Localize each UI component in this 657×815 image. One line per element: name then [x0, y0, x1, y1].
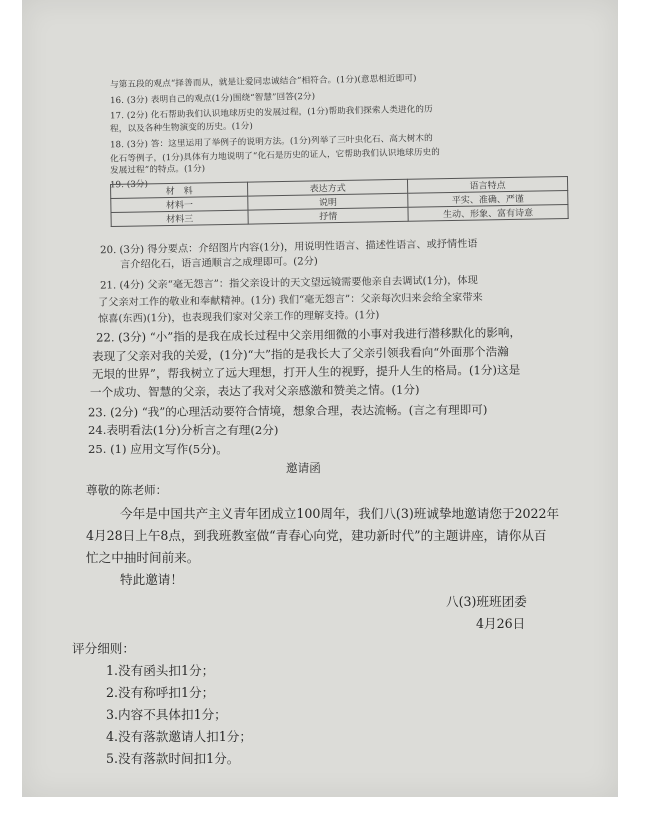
scoring-item: 5.没有落款时间扣1分。 [106, 751, 240, 766]
table-cell: 抒情 [248, 207, 408, 224]
answer-line: 了父亲对工作的敬业和奉献精神。(1分) 我们“毫无怨言”：父亲每次归来会给全家带来 [97, 292, 483, 309]
table-cell: 平实、准确、严谨 [408, 191, 568, 208]
table-cell: 材料一 [111, 196, 248, 212]
answer-line: 惊喜(东西)(1分)，也表现我们家对父亲工作的理解支持。(1分) [97, 310, 380, 325]
answer-line: 一个成功、智慧的父亲，表达了我对父亲感激和赞美之情。(1分) [89, 382, 420, 400]
scoring-item: 3.内容不具体扣1分； [106, 707, 227, 722]
answer-line: 无垠的世界”，帮我树立了远大理想，打开人生的视野，提升人生的格局。(1分)这是 [91, 362, 521, 382]
answer-21: 21. (4分) 父亲“毫无怨言”：指父亲设计的天文望远镜需要他亲自去调试(1分)，体现 [99, 275, 478, 292]
answer-key-page [22, 0, 618, 797]
answer-18: 18. (3分) 答：这里运用了举例子的说明方法。(1分)列举了三叶虫化石、高大树木的 [109, 133, 433, 151]
table-cell: 材料三 [111, 210, 248, 226]
answer-24: 24.表明看法(1分)分析言之有理(2分) [88, 423, 279, 437]
scoring-item: 1.没有函头扣1分； [106, 663, 215, 678]
letter-date: 4月26日 [476, 616, 526, 631]
letter-closing: 特此邀请！ [120, 572, 183, 587]
letter-body: 4月28日上午8点，到我班教室做“青春心向党，建功新时代”的主题讲座，请你从百 [86, 528, 547, 543]
answer-line: 表现了父亲对我的关爱，(1分)“大”指的是我长大了父亲引领我看向“外面那个浩瀚 [91, 344, 509, 364]
answer-16: 16. (3分) 表明自己的观点(1分)围绕“智慧”回答(2分) [109, 91, 316, 107]
answer-20: 20. (3分) 得分要点：介绍图片内容(1分)，用说明性语言、描述性语言、或抒情性语 [99, 238, 478, 257]
answer-17: 17. (2分) 化石帮助我们认识地球历史的发展过程，(1分)帮助我们探索人类进化的历 [109, 104, 433, 122]
scoring-heading: 评分细则： [72, 641, 135, 656]
table-header: 材 料 [111, 182, 248, 198]
answer-22: 22. (3分) “小”指的是我在成长过程中父亲用细微的小事对我进行潜移默化的影响， [95, 325, 522, 345]
letter-body: 忙之中抽时间前来。 [86, 550, 200, 565]
answer-line: 言介绍化石，语言通顺言之成理即可。(2分) [119, 256, 318, 271]
answer-line: 化石等例子，(1分)具体有力地说明了“化石是历史的证人，它帮助我们认识地球历史的 [109, 147, 441, 165]
answer-19: 19. (3分) [109, 179, 149, 191]
answer-23: 23. (2分) “我”的心理活动要符合情境，想象合理，表达流畅。(言之有理即可) [87, 402, 488, 420]
answer-25: 25. (1) 应用文写作(5分)。 [88, 442, 228, 456]
letter-body: 今年是中国共产主义青年团成立100周年，我们八(3)班诚挚地邀请您于2022年 [120, 506, 560, 521]
letter-signer: 八(3)班班团委 [446, 594, 527, 609]
letter-salutation: 尊敬的陈老师： [86, 483, 168, 497]
answer-19-table [110, 176, 569, 227]
answer-line: 程，以及各种生物演变的历史。(1分) [109, 121, 254, 135]
answer-line: 与第五段的观点“择善而从，就是让爱同忠诚结合”相符合。(1分)(意思相近即可) [109, 73, 417, 91]
letter-title: 邀请函 [286, 461, 321, 475]
scoring-item: 2.没有称呼扣1分； [106, 685, 215, 700]
scoring-item: 4.没有落款邀请人扣1分； [106, 729, 252, 744]
table-cell: 说明 [248, 193, 408, 210]
answer-line: 发展过程”的特点。(1分) [109, 164, 206, 176]
table-header: 表达方式 [248, 179, 408, 196]
table-cell: 生动、形象、富有诗意 [408, 205, 568, 222]
table-header: 语言特点 [407, 177, 567, 194]
